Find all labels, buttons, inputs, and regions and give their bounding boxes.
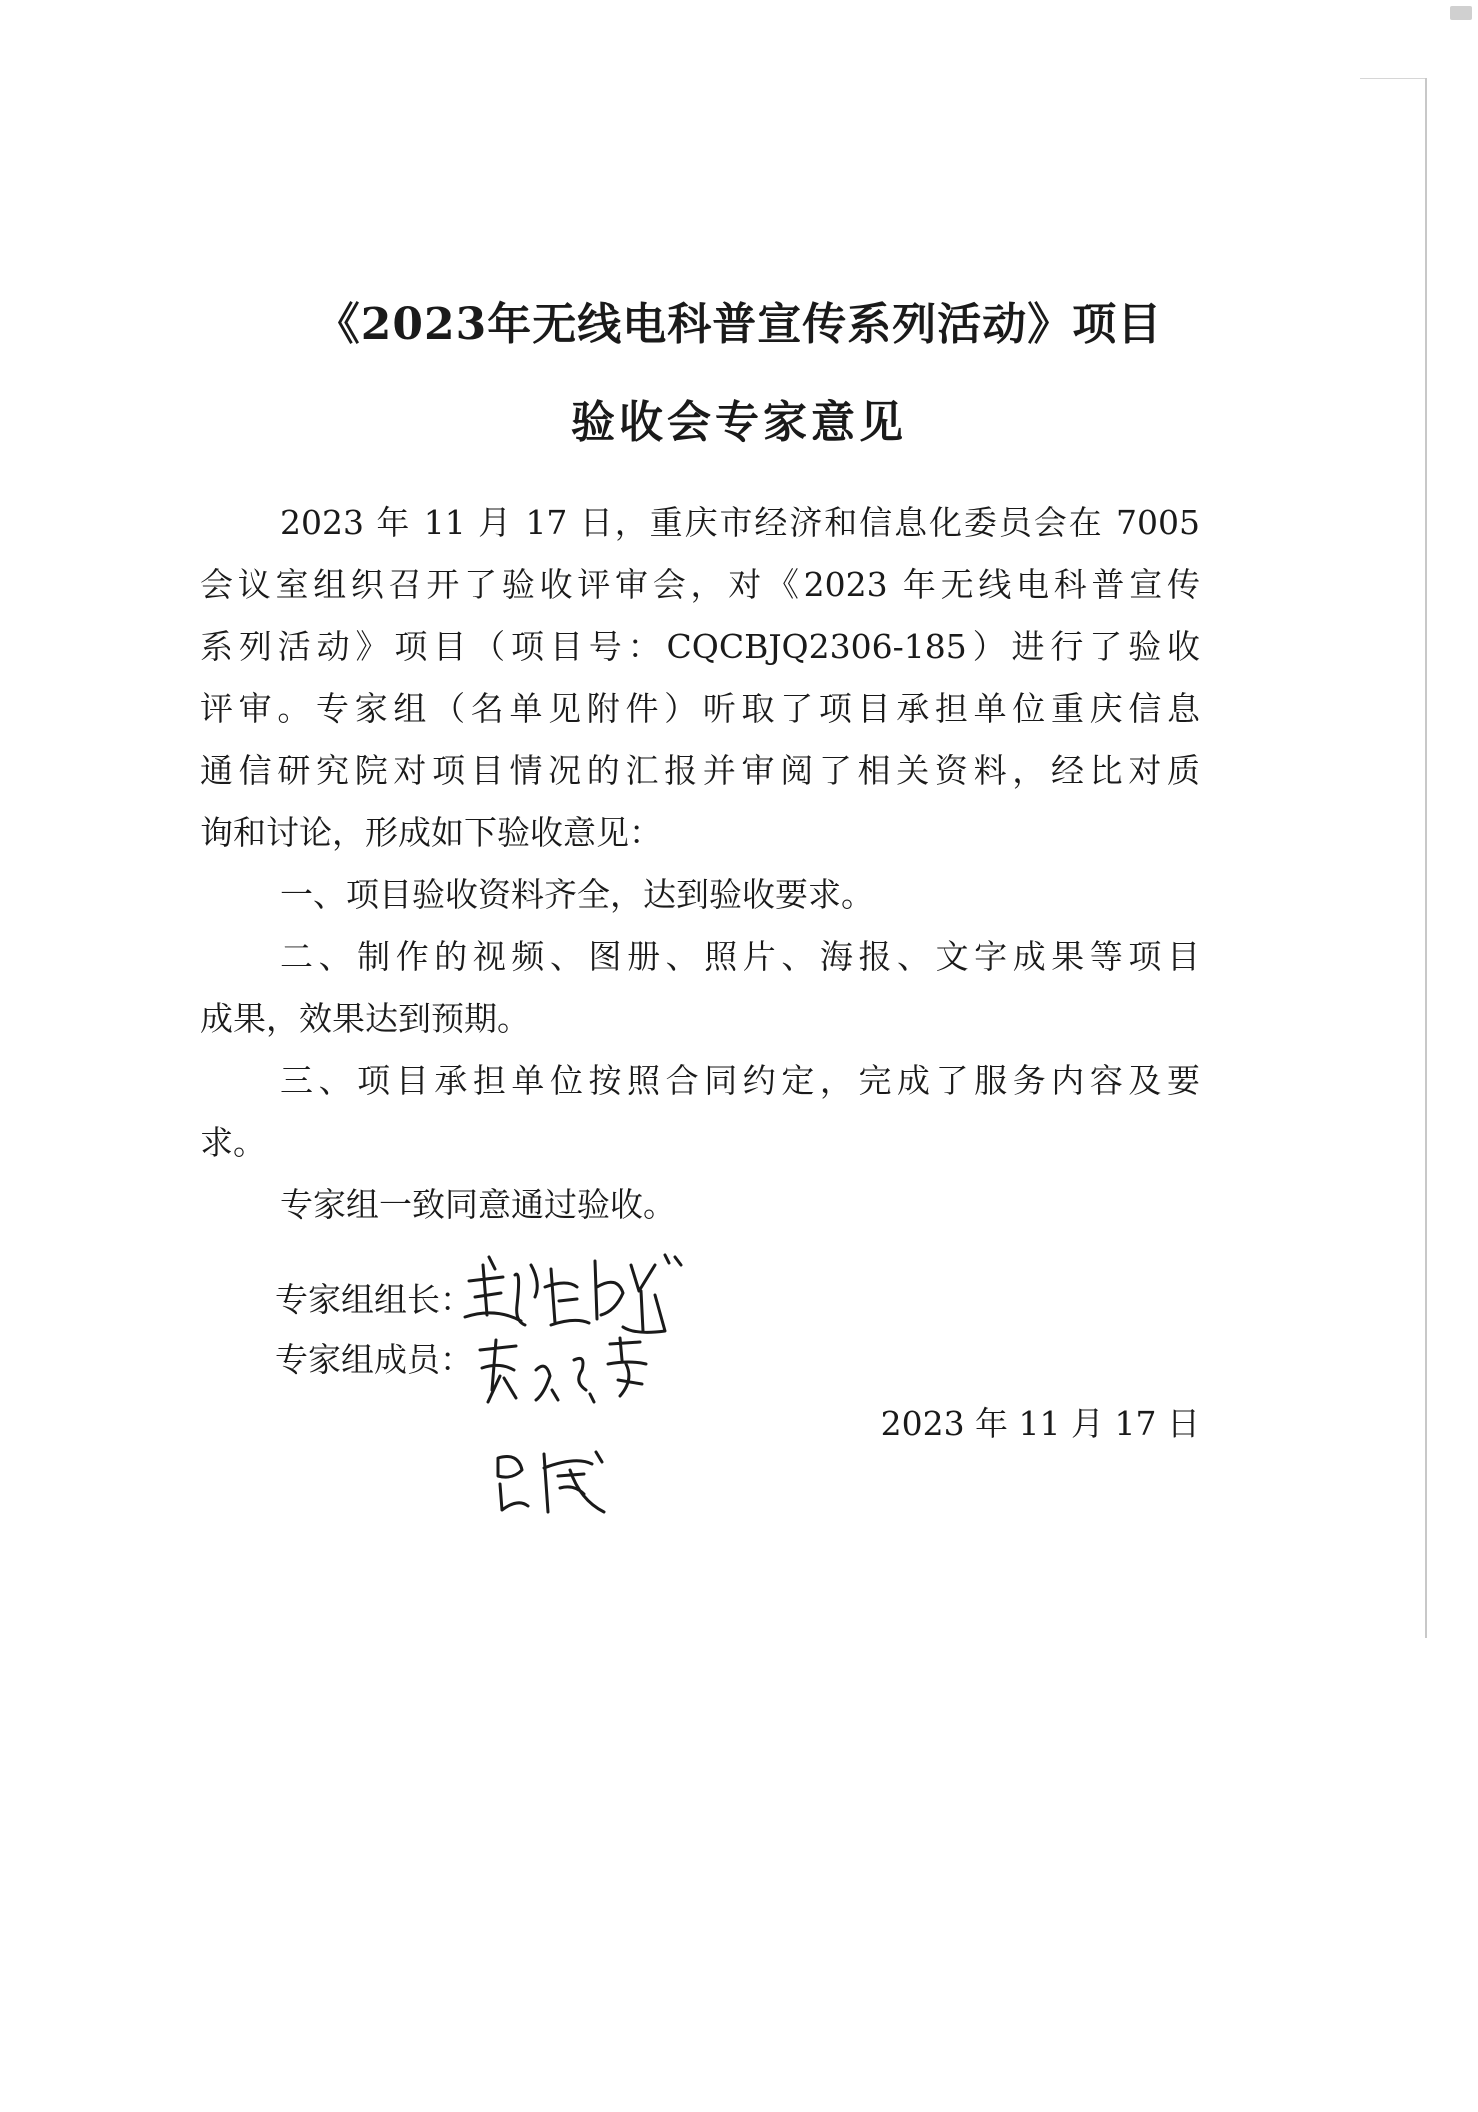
document-title: 《2023年无线电科普宣传系列活动》项目 <box>315 299 1163 350</box>
paragraph-line: 2023 年 11 月 17 日，重庆市经济和信息化委员会在 7005 <box>280 503 1200 542</box>
opinion-item-2-cont: 成果，效果达到预期。 <box>200 999 530 1038</box>
paragraph-line: 询和讨论，形成如下验收意见： <box>200 813 662 852</box>
leader-label: 专家组组长： <box>275 1280 473 1319</box>
document-body <box>200 492 1200 1236</box>
document-date: 2023 年 11 月 17 日 <box>880 1404 1200 1443</box>
opinion-item-3-cont: 求。 <box>200 1123 266 1162</box>
member-signature-1 <box>470 1320 670 1420</box>
paragraph-line: 会议室组织召开了验收评审会，对《2023 年无线电科普宣传 <box>200 565 1200 604</box>
scan-corner-mark <box>1450 6 1472 20</box>
opinion-item-2: 二、制作的视频、图册、照片、海报、文字成果等项目 <box>280 937 1200 976</box>
paragraph-line: 通信研究院对项目情况的汇报并审阅了相关资料，经比对质 <box>200 751 1200 790</box>
scan-edge-top <box>1360 78 1426 79</box>
member-signature-2 <box>488 1440 618 1520</box>
paragraph-line: 评审。专家组（名单见附件）听取了项目承担单位重庆信息 <box>200 689 1200 728</box>
conclusion-text: 专家组一致同意通过验收。 <box>280 1185 676 1224</box>
opinion-item-1: 一、项目验收资料齐全，达到验收要求。 <box>280 875 874 914</box>
opinion-item-3: 三、项目承担单位按照合同约定，完成了服务内容及要 <box>280 1061 1200 1100</box>
member-label: 专家组成员： <box>275 1340 473 1379</box>
paragraph-line: 系列活动》项目（项目号：CQCBJQ2306-185）进行了验收 <box>200 627 1200 666</box>
document-subtitle: 验收会专家意见 <box>571 397 907 448</box>
